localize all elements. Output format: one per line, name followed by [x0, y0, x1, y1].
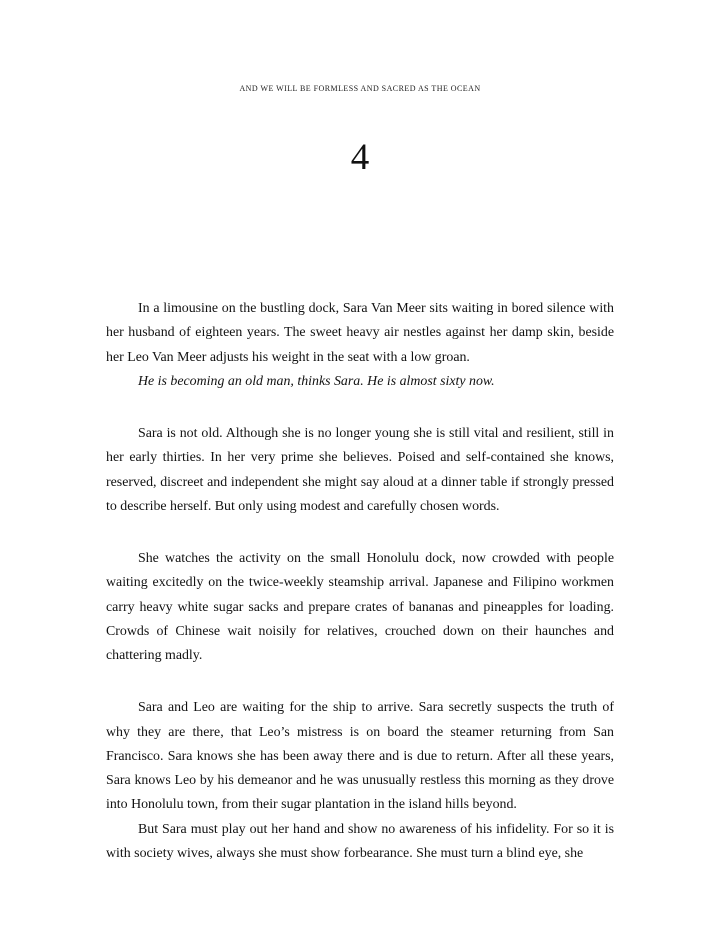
paragraph-play-out-hand: But Sara must play out her hand and show no awareness of his infidelity. For so it is with society wives, always she must show forbearance. She must turn a blind eye, she [106, 821, 614, 861]
chapter-number: 4 [350, 137, 370, 178]
running-head: AND WE WILL BE FORMLESS AND SACRED AS THE OCEAN [239, 84, 481, 93]
paragraph-waiting-for-ship: Sara and Leo are waiting for the ship to arrive. Sara secretly suspects the truth of why they are there, that Leo’s mistress is on board the steamer returning from San Francisco. Sara knows she has been away there and is due to return. After all these years, Sara knows Leo by his demeanor and he was unusually restless this morning as they drove into Honolulu town, from their sugar plantation in the island hills beyond. [106, 700, 614, 813]
paragraph-opening: In a limousine on the bustling dock, Sara Van Meer sits waiting in bored silence with her husband of eighteen years. The sweet heavy air nestles against her damp skin, beside her Leo Van Meer adjusts his weight in the seat with a low groan. [106, 301, 614, 365]
paragraph-internal-thought: He is becoming an old man, thinks Sara. He is almost sixty now. [138, 373, 495, 389]
body-text [106, 297, 614, 866]
paragraph-sara-not-old: Sara is not old. Although she is no longer young she is still vital and resilient, still in her early thirties. In her very prime she believes. Poised and self-contained she knows, reserved, discreet and independent she might say aloud at a dinner table if strongly pressed to describe herself. But only using modest and carefully chosen words. [106, 426, 614, 514]
paragraph-dock-activity: She watches the activity on the small Honolulu dock, now crowded with people waiting excitedly on the twice-weekly steamship arrival. Japanese and Filipino workmen carry heavy white sugar sacks and prepare crates of bananas and pineapples for loading. Crowds of Chinese wait noisily for relatives, crouched down on their haunches and chattering madly. [106, 551, 614, 663]
